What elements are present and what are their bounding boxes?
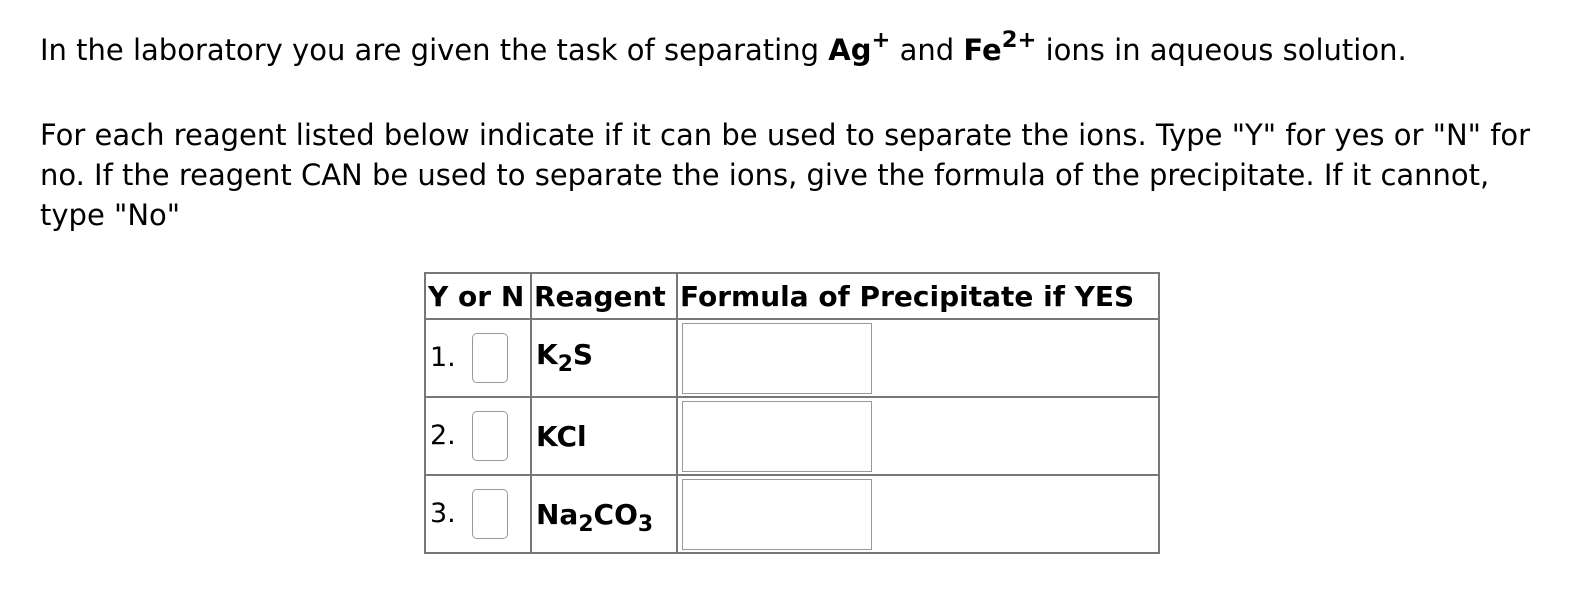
table-row	[425, 319, 1159, 397]
table-row	[425, 475, 1159, 553]
yn-cell	[425, 319, 531, 397]
reagent-part: KCl	[536, 419, 587, 453]
reagent-part: Na	[536, 497, 579, 531]
header-row	[425, 273, 1159, 319]
reagent-part: K	[536, 337, 558, 371]
intro-before: In the laboratory you are given the task of separating	[40, 33, 829, 67]
reagent-subscript: 3	[637, 512, 654, 538]
ion2-charge: 2+	[1001, 27, 1037, 54]
reagent-subscript: 2	[557, 352, 573, 378]
reagent-table	[424, 272, 1160, 554]
row-number: 1.	[430, 342, 456, 373]
formula-cell	[677, 397, 1159, 475]
reagent-cell	[531, 475, 677, 553]
row-number: 3.	[430, 498, 456, 529]
formula-cell	[677, 319, 1159, 397]
table-row	[425, 397, 1159, 475]
reagent-cell	[531, 397, 677, 475]
ion1-symbol: Ag	[828, 33, 872, 67]
formula-input-1[interactable]	[682, 323, 872, 394]
instructions-text	[40, 115, 1550, 235]
header-reagent: Reagent	[531, 273, 677, 319]
reagent-formula	[536, 337, 594, 378]
intro-conj: and	[890, 33, 964, 67]
header-yn: Y or N	[425, 273, 531, 319]
formula-input-2[interactable]	[682, 401, 872, 472]
yn-cell	[425, 397, 531, 475]
yn-input-2[interactable]	[472, 411, 508, 461]
reagent-subscript: 2	[578, 512, 594, 538]
formula-input-3[interactable]	[682, 479, 872, 550]
reagent-cell	[531, 319, 677, 397]
yn-input-3[interactable]	[472, 489, 508, 539]
intro-text	[40, 27, 1550, 70]
header-formula: Formula of Precipitate if YES	[677, 273, 1159, 319]
row-number: 2.	[430, 420, 456, 451]
reagent-part: CO	[593, 497, 638, 531]
ion1-charge: +	[871, 27, 891, 54]
reagent-part: S	[572, 337, 594, 371]
yn-cell	[425, 475, 531, 553]
reagent-formula	[536, 497, 654, 538]
ion2-symbol: Fe	[963, 33, 1002, 67]
yn-input-1[interactable]	[472, 333, 508, 383]
reagent-formula	[536, 420, 587, 453]
instructions-paragraph: For each reagent listed below indicate if it can be used to separate the ions. Type "Y" for yes or "N" for no. If the reagent CAN be used to separate the ions, give the formula of the precipitate. If it cannot, type "No"	[40, 118, 1531, 232]
formula-cell	[677, 475, 1159, 553]
intro-after: ions in aqueous solution.	[1036, 33, 1407, 67]
